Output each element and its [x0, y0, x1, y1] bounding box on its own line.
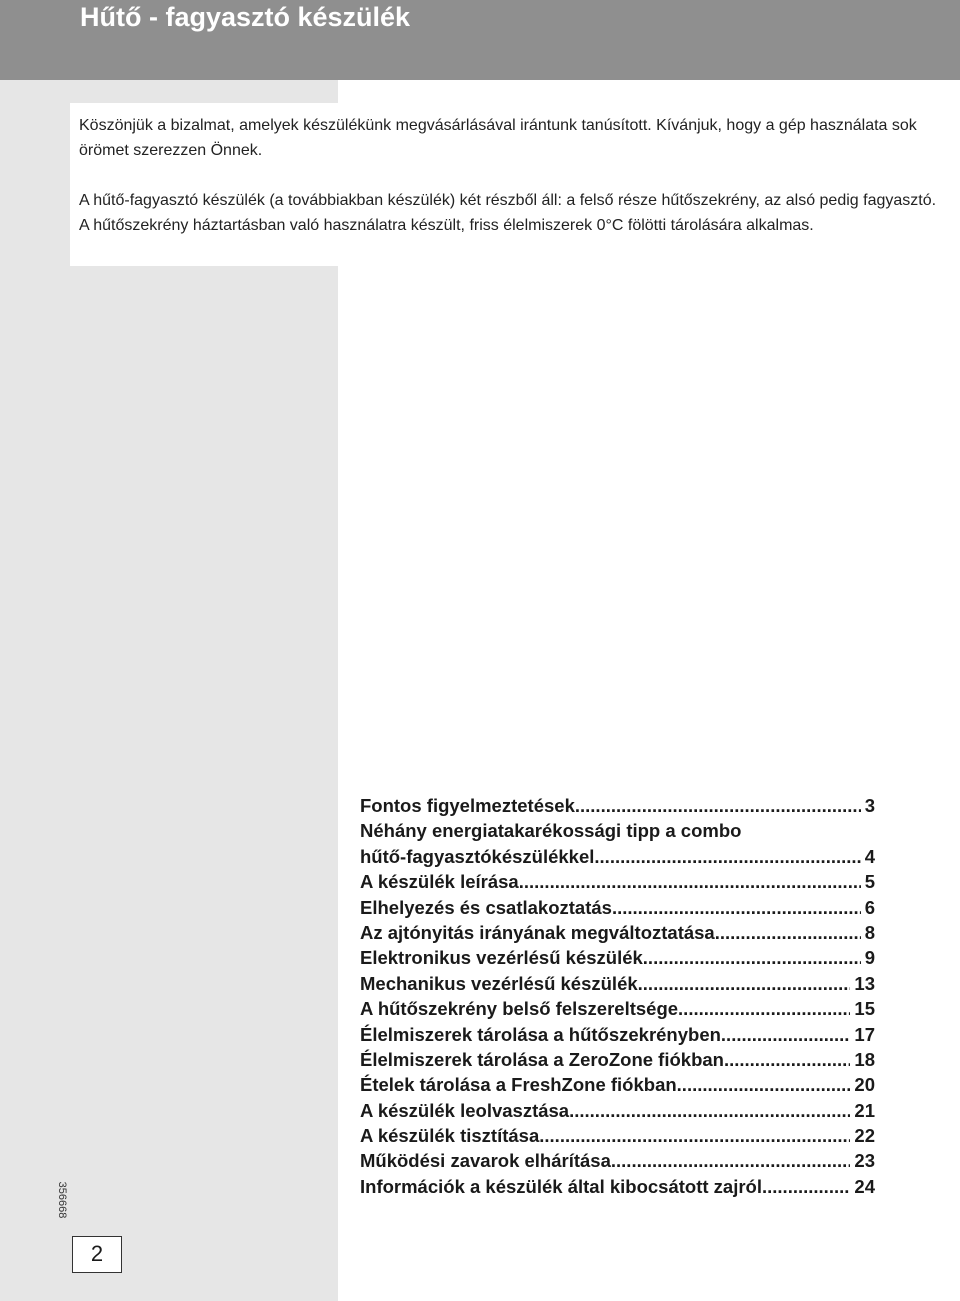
toc-entry-page: 21 [854, 1099, 875, 1121]
toc-entry-page: 23 [854, 1150, 875, 1172]
toc-entry-title: Mechanikus vezérlésű készülék [360, 972, 638, 994]
toc-entry-page: 5 [864, 871, 875, 893]
toc-entry-page: 15 [854, 998, 875, 1020]
toc-dot-leader [611, 1148, 851, 1173]
toc-entry-title: Működési zavarok elhárítása [360, 1150, 611, 1172]
header-bar [0, 0, 960, 80]
toc-entry-page: 20 [854, 1074, 875, 1096]
toc-entry[interactable] [360, 895, 875, 920]
page-title: Hűtő - fagyasztó készülék [80, 2, 411, 32]
toc-entry-title: A készülék leolvasztása [360, 1099, 570, 1121]
toc-dot-leader [724, 1047, 850, 1072]
toc-entry-page: 22 [854, 1125, 875, 1147]
toc-entry-page: 3 [864, 795, 875, 816]
document-code: 356668 [56, 1181, 68, 1219]
toc-entry-title: Ételek tárolása a FreshZone fiókban [360, 1074, 677, 1096]
toc-dot-leader [721, 1022, 851, 1047]
table-of-contents [360, 793, 875, 1199]
intro-text [79, 113, 949, 238]
toc-entry-title: Fontos figyelmeztetések [360, 795, 575, 816]
toc-entry-page: 8 [864, 921, 875, 943]
toc-entry[interactable] [360, 1072, 875, 1097]
toc-entry-second-line [360, 844, 875, 869]
toc-entry-multiline[interactable] [360, 818, 875, 869]
toc-dot-leader [638, 971, 851, 996]
toc-dot-leader [762, 1174, 850, 1199]
toc-entry-title: hűtő-fagyasztókészülékkel [360, 845, 595, 867]
toc-entry[interactable] [360, 1148, 875, 1173]
toc-dot-leader [643, 945, 861, 970]
toc-entry[interactable] [360, 971, 875, 996]
toc-dot-leader [569, 1098, 850, 1123]
toc-entry-title: A készülék leírása [360, 871, 519, 893]
toc-entry[interactable] [360, 1123, 875, 1148]
toc-entry[interactable] [360, 793, 875, 818]
toc-dot-leader [539, 1123, 850, 1148]
toc-entry-title-line1: Néhány energiatakarékossági tipp a combo [360, 820, 742, 842]
toc-dot-leader [677, 1072, 851, 1097]
page-number: 2 [72, 1236, 122, 1273]
toc-entry-page: 9 [864, 947, 875, 969]
toc-dot-leader [678, 996, 850, 1021]
intro-paragraph-2: A hűtő-fagyasztó készülék (a továbbiakban készülék) két részből áll: a felső része hűtőszekrény, az alsó pedig fagyasztó. A hűtőszekrény háztartásban való használatra készült, friss élelmiszerek 0°C fölötti tárolására alkalmas. [79, 192, 937, 234]
toc-entry[interactable] [360, 945, 875, 970]
toc-entry-title: Élelmiszerek tárolása a ZeroZone fiókban [360, 1048, 724, 1070]
toc-dot-leader [519, 869, 861, 894]
toc-entry[interactable] [360, 920, 875, 945]
toc-entry[interactable] [360, 1098, 875, 1123]
toc-entry-page: 13 [854, 972, 875, 994]
toc-entry[interactable] [360, 1022, 875, 1047]
toc-entry-page: 6 [864, 896, 875, 918]
toc-entry[interactable] [360, 869, 875, 894]
toc-entry-title: Elhelyezés és csatlakoztatás [360, 896, 612, 918]
toc-entry-page: 24 [854, 1175, 875, 1197]
toc-entry-title: A készülék tisztítása [360, 1125, 540, 1147]
toc-entry-title: A hűtőszekrény belső felszereltsége [360, 998, 679, 1020]
toc-dot-leader [715, 920, 861, 945]
toc-entry-page: 4 [864, 845, 875, 867]
intro-paragraph-1: Köszönjük a bizalmat, amelyek készülékünk megvásárlásával irántunk tanúsított. Kívánjuk, hogy a gép használata sok örömet szerezzen Önnek. [79, 117, 917, 159]
toc-dot-leader [612, 895, 861, 920]
toc-entry-page: 18 [854, 1048, 875, 1070]
toc-entry[interactable] [360, 996, 875, 1021]
toc-entry-title: Információk a készülék által kibocsátott zajról [360, 1175, 762, 1197]
toc-dot-leader [575, 793, 861, 818]
toc-entry-title: Az ajtónyitás irányának megváltoztatása [360, 921, 715, 943]
toc-dot-leader [594, 844, 860, 869]
toc-entry-title: Élelmiszerek tárolása a hűtőszekrényben [360, 1023, 721, 1045]
toc-entry-page: 17 [854, 1023, 875, 1045]
toc-entry-title: Elektronikus vezérlésű készülék [360, 947, 643, 969]
toc-entry[interactable] [360, 1174, 875, 1199]
toc-entry[interactable] [360, 1047, 875, 1072]
